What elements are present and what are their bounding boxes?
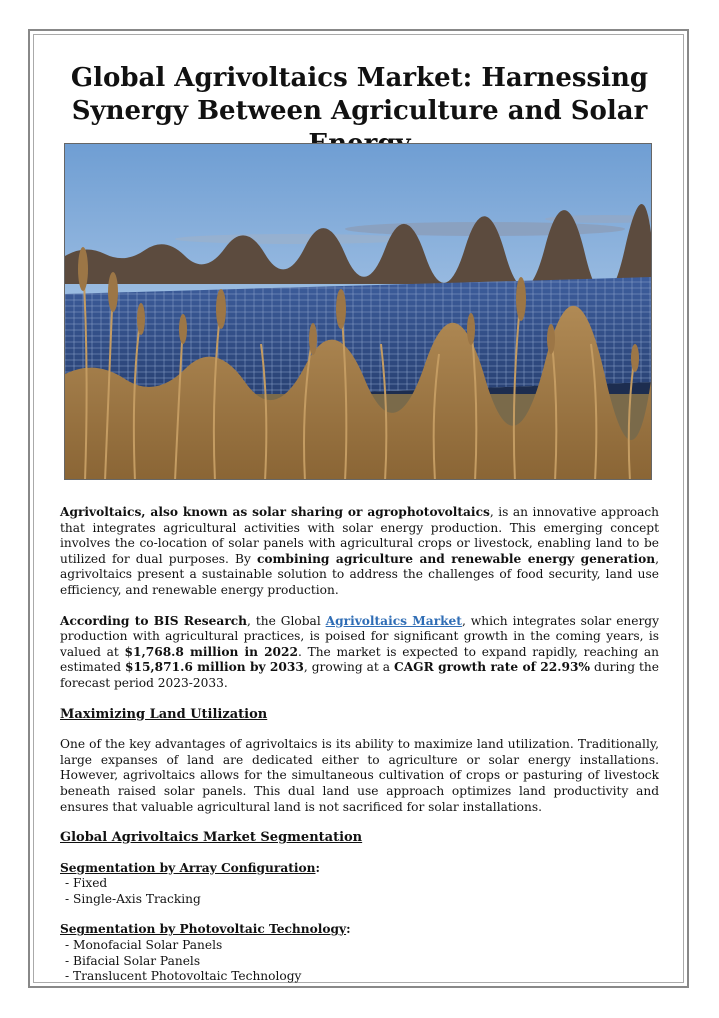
intro-text-2: , agrivoltaics present a sustainable solution to address the challenges of food security, land use efficiency, and renewable energy production.: [60, 551, 659, 597]
intro-emphasis: combining agriculture and renewable energy generation: [256, 551, 656, 566]
land-utilization-paragraph: One of the key advantages of agrivoltaics is its ability to maximize land utilization. Traditionally, large expanses of land are dedicated either to agriculture or solar energy installations. However, agrivoltaics allows for the simultaneous cultivation of crops or pasturing of livestock beneath raised solar panels. This dual land use approach optimizes land productivity and ensures that valuable agricultural land is not sacrificed for solar installations.: [60, 737, 659, 814]
market-source: According to BIS Research: [60, 613, 248, 628]
market-value-2022: $1,768.8 million in 2022: [124, 644, 298, 659]
list-item: - Monofacial Solar Panels: [65, 938, 223, 953]
segmentation-heading: Global Agrivoltaics Market Segmentation: [60, 830, 363, 846]
market-text-4: , growing at a: [303, 660, 395, 675]
market-text-2: , which integrates solar energy production with agricultural practices, is poised for significant growth in the coming years, is valued at: [60, 613, 659, 659]
intro-text-1: , is an innovative approach that integrates agricultural activities with solar energy production. This emerging concept involves the co-location of solar panels with agricultural crops or livestock, enabling land to be utilized for dual purposes. By: [60, 505, 660, 566]
agrivoltaics-market-link[interactable]: Agrivoltaics Market: [325, 613, 462, 628]
market-value-2033: $15,871.6 million by 2033: [124, 660, 304, 675]
page-title: Global Agrivoltaics Market: Harnessing Synergy Between Agriculture and Solar: [70, 63, 649, 126]
segmentation-array-label: Segmentation by Array Configuration:: [60, 860, 320, 875]
market-text-5: during the forecast period 2023-2033.: [60, 660, 659, 690]
intro-paragraph: [60, 505, 659, 599]
market-cagr: CAGR growth rate of 22.93%: [394, 660, 591, 675]
intro-term: Agrivoltaics, also known as solar sharing or agrophotovoltaics: [60, 505, 490, 519]
list-item: - Translucent Photovoltaic Technology: [65, 969, 302, 984]
segmentation-pv-list: [60, 938, 659, 985]
hero-image: [64, 143, 652, 480]
market-text-3: . The market is expected to expand rapidly, reaching an estimated: [60, 644, 659, 675]
article-body: [60, 505, 659, 985]
segmentation-array-list: [60, 876, 659, 907]
list-item: - Fixed: [65, 876, 108, 891]
segmentation-pv-label-text: Segmentation by Photovoltaic Technology: [60, 922, 347, 937]
segmentation-array-label-text: Segmentation by Array Configuration: [60, 860, 316, 875]
market-paragraph: [60, 614, 659, 692]
market-text-1: , the Global: [247, 613, 326, 628]
list-item: - Single-Axis Tracking: [65, 891, 201, 906]
segmentation-pv-label: Segmentation by Photovoltaic Technology:: [60, 922, 351, 937]
land-utilization-heading: Maximizing Land Utilization: [60, 706, 268, 722]
list-item: - Bifacial Solar Panels: [65, 953, 201, 968]
